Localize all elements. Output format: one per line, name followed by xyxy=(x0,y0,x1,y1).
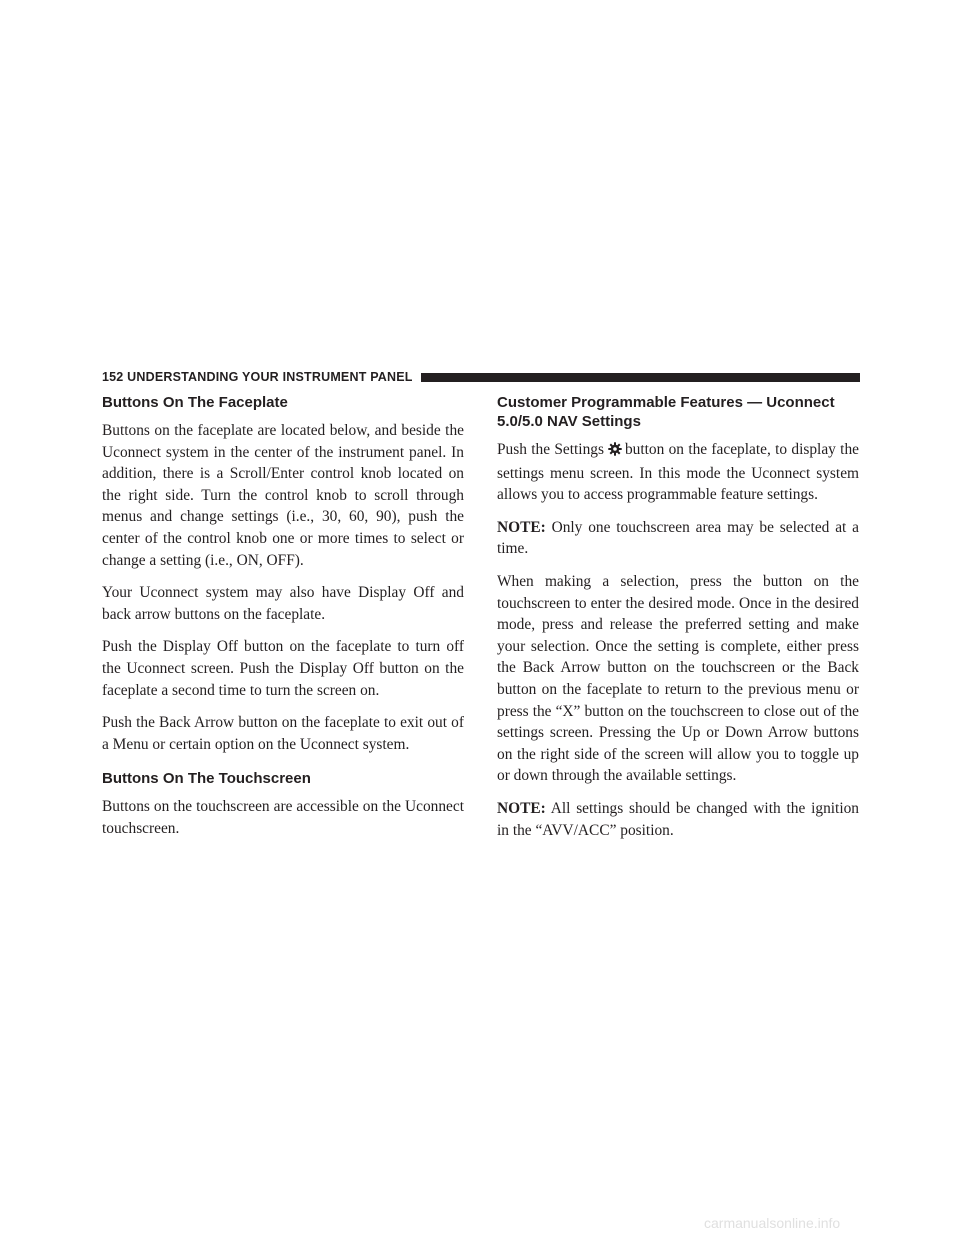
heading-touchscreen-buttons: Buttons On The Touchscreen xyxy=(102,770,311,788)
note-label: NOTE: xyxy=(497,799,546,817)
settings-text-after: button on the faceplate, to display the settings menu screen. In this mode the Uconnect system allows you to access programmable feature settings. xyxy=(497,441,859,504)
note-text: All settings should be changed with the ignition in the “AVV/ACC” position. xyxy=(497,799,859,839)
watermark: carmanualsonline.info xyxy=(704,1215,841,1231)
header-text xyxy=(102,370,421,384)
left-column xyxy=(102,393,464,851)
paragraph-display-off: Push the Display Off button on the faceplate to turn off the Uconnect screen. Push the Display Off button on the faceplate a second time to turn the screen on. xyxy=(102,638,464,699)
paragraph-touchscreen: Buttons on the touchscreen are accessible on the Uconnect touchscreen. xyxy=(102,798,464,837)
right-column xyxy=(497,393,859,852)
note-label: NOTE: xyxy=(497,518,546,536)
header-rule xyxy=(421,373,860,382)
heading-programmable-features: Customer Programmable Features — Uconnect 5.0/5.0 NAV Settings xyxy=(497,394,835,430)
paragraph-making-selection: When making a selection, press the button on the touchscreen to enter the desired mode. Once in the desired mode, press and release the preferred setting and make your selection. Once the setting is complete, either press the Back Arrow button on the touchscreen or the Back button on the faceplate to return to the previous menu or press the “X” button on the touchscreen to close out of the settings screen. Pressing the Up or Down Arrow buttons on the right side of the screen will allow you to toggle up or down through the available settings. xyxy=(497,572,859,785)
settings-text-before: Push the Settings xyxy=(497,441,604,458)
paragraph-settings-button xyxy=(497,439,859,506)
page-header xyxy=(102,368,860,386)
section-title: UNDERSTANDING YOUR INSTRUMENT PANEL xyxy=(127,370,413,384)
note-text: Only one touchscreen area may be selected at a time. xyxy=(497,518,859,558)
page-number: 152 xyxy=(102,370,124,384)
note-ignition xyxy=(497,798,859,841)
note-one-touchscreen-area xyxy=(497,517,859,560)
paragraph-faceplate-intro: Buttons on the faceplate are located below, and beside the Uconnect system in the center of the instrument panel. In addition, there is a Scroll/Enter control knob located on the right side. Turn the control knob to scroll through menus and change settings (i.e., 30, 60, 90), push the center of the control knob one or more times to select or change a setting (i.e., ON, OFF). xyxy=(102,422,464,569)
gear-icon xyxy=(608,441,622,463)
paragraph-back-arrow: Push the Back Arrow button on the faceplate to exit out of a Menu or certain option on the Uconnect system. xyxy=(102,714,464,753)
heading-faceplate-buttons: Buttons On The Faceplate xyxy=(102,394,288,411)
paragraph-display-off-back: Your Uconnect system may also have Display Off and back arrow buttons on the faceplate. xyxy=(102,584,464,623)
